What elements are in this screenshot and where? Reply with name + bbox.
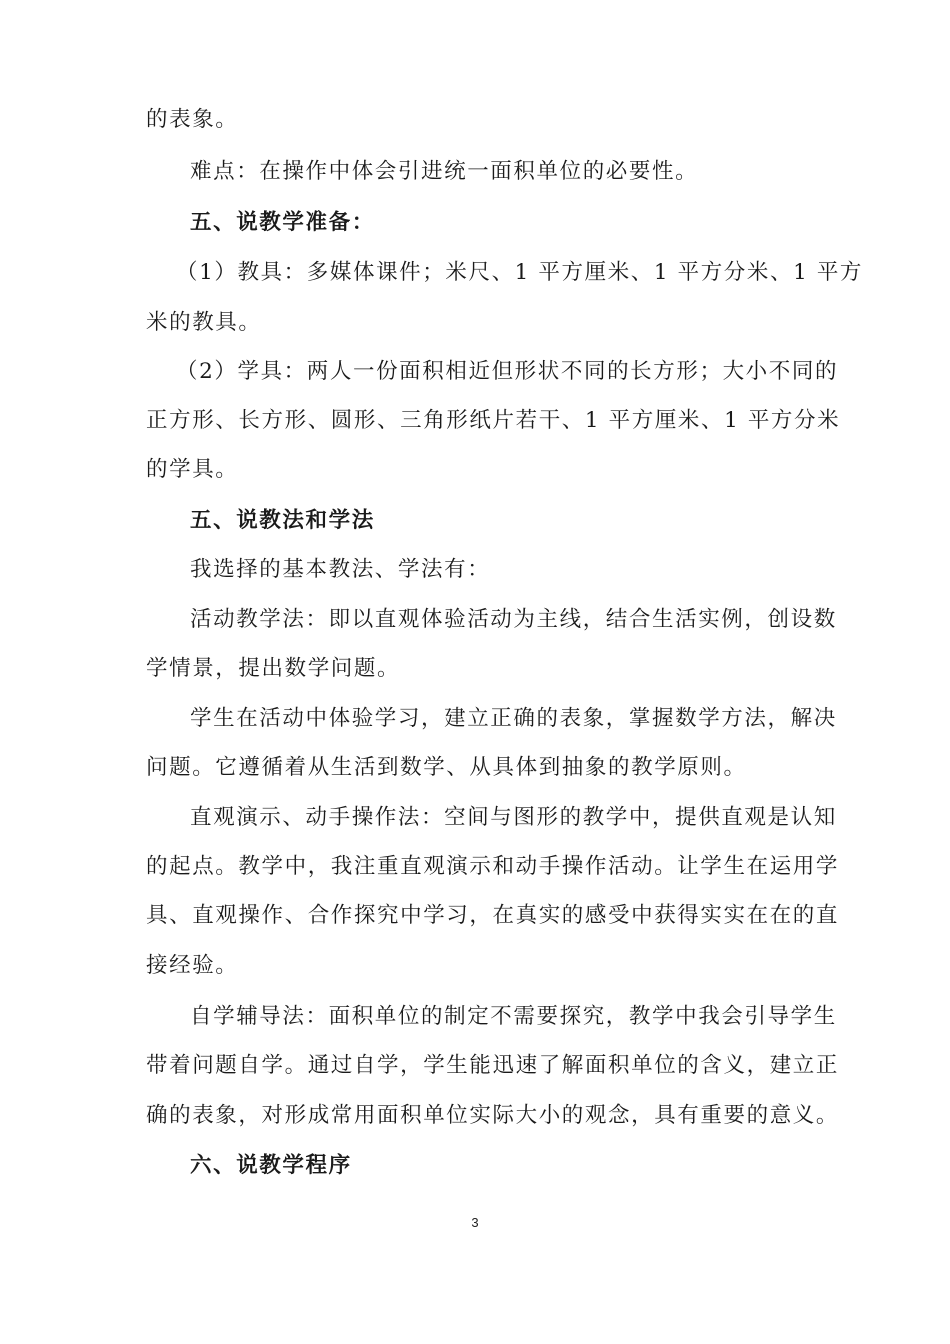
text-line: 学生在活动中体验学习，建立正确的表象，掌握数学方法，解决 (190, 706, 837, 731)
text-line: 具、直观操作、合作探究中学习，在真实的感受中获得实实在在的直 (146, 903, 840, 928)
text-line: 问题。它遵循着从生活到数学、从具体到抽象的教学原则。 (146, 755, 747, 780)
section-heading: 五、说教法和学法 (190, 508, 375, 533)
text-line: 我选择的基本教法、学法有： (190, 557, 491, 582)
text-line: （1）教具：多媒体课件；米尺、1 平方厘米、1 平方分米、1 平方 (176, 260, 864, 285)
text-line: （2）学具：两人一份面积相近但形状不同的长方形；大小不同的 (176, 359, 839, 384)
text-line: 带着问题自学。通过自学，学生能迅速了解面积单位的含义，建立正 (146, 1053, 840, 1078)
text-line: 正方形、长方形、圆形、三角形纸片若干、1 平方厘米、1 平方分米 (146, 408, 841, 433)
text-line: 确的表象，对形成常用面积单位实际大小的观念，具有重要的意义。 (146, 1103, 840, 1128)
section-heading: 六、说教学程序 (190, 1153, 352, 1178)
text-line: 的表象。 (146, 107, 239, 132)
text-line: 米的教具。 (146, 310, 262, 335)
text-line: 自学辅导法：面积单位的制定不需要探究，教学中我会引导学生 (190, 1004, 837, 1029)
text-line: 的学具。 (146, 457, 239, 482)
text-line: 学情景，提出数学问题。 (146, 656, 401, 681)
text-line: 难点：在操作中体会引进统一面积单位的必要性。 (190, 159, 699, 184)
text-line: 接经验。 (146, 953, 239, 978)
section-heading: 五、说教学准备： (190, 210, 375, 235)
text-line: 的起点。教学中，我注重直观演示和动手操作活动。让学生在运用学 (146, 854, 840, 879)
text-line: 活动教学法：即以直观体验活动为主线，结合生活实例，创设数 (190, 607, 837, 632)
page-number: 3 (471, 1215, 479, 1230)
text-line: 直观演示、动手操作法：空间与图形的教学中，提供直观是认知 (190, 805, 837, 830)
